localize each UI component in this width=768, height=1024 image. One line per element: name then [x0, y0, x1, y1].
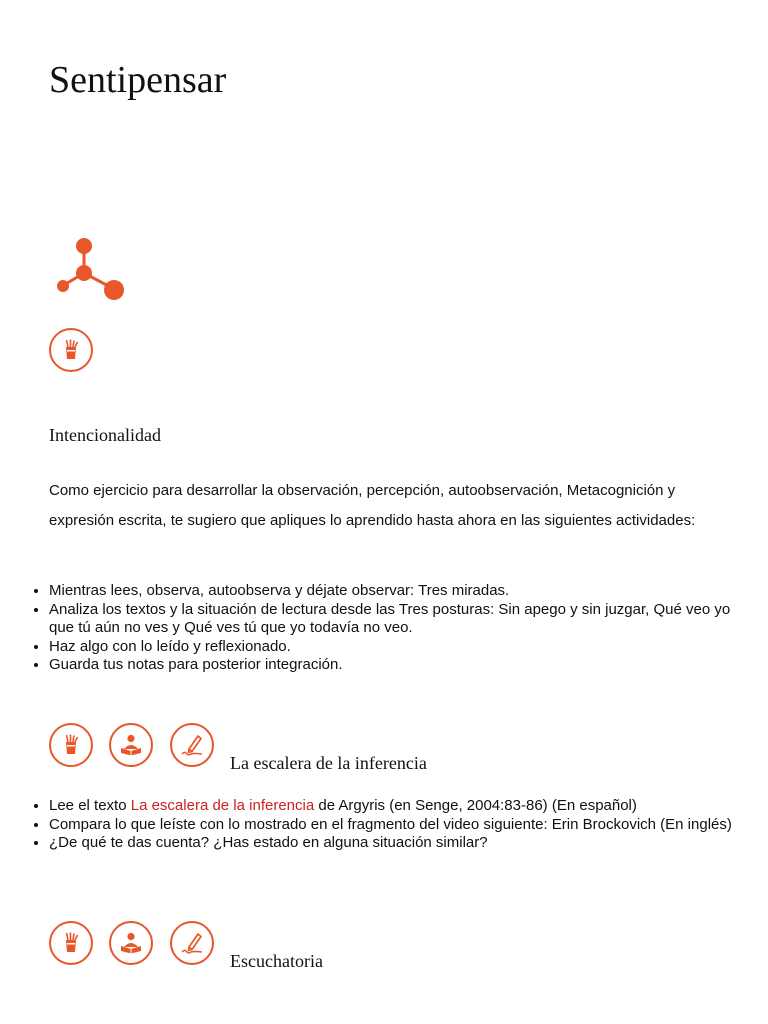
- section-heading-intencionalidad: Intencionalidad: [49, 425, 161, 445]
- pencil-cup-icon: [49, 328, 93, 372]
- section-heading-escalera: La escalera de la inferencia: [230, 753, 427, 773]
- list-item: • Compara lo que leíste con lo mostrado en el fragmento del video siguiente: Erin Brockovich (En inglés): [49, 816, 749, 835]
- pen-writing-icon: [170, 921, 214, 965]
- list-item-text: Lee el texto: [49, 797, 131, 814]
- list-item: • Analiza los textos y la situación de lectura desde las Tres posturas: Sin apego y sin juzgar, Qué veo yo que tú aún no ves y Qué ves tú que yo todavía no veo.: [49, 601, 749, 638]
- pencil-cup-icon: [49, 723, 93, 767]
- activities-list: [20, 582, 749, 675]
- molecule-logo-icon: [52, 232, 128, 306]
- person-reading-icon: [109, 723, 153, 767]
- pen-writing-icon: [170, 723, 214, 767]
- pencil-cup-icon: [49, 921, 93, 965]
- page-title: Sentipensar: [49, 59, 227, 101]
- intro-paragraph: Como ejercicio para desarrollar la observación, percepción, autoobservación, Metacognición y expresión escrita, te sugiero que apliques lo aprendido hasta ahora en las siguientes actividades:: [49, 482, 696, 529]
- list-item: [49, 797, 749, 816]
- escalera-list: [20, 797, 749, 853]
- section-heading-escuchatoria: Escuchatoria: [230, 951, 323, 971]
- escalera-inferencia-link[interactable]: La escalera de la inferencia: [130, 797, 315, 814]
- person-reading-icon: [109, 921, 153, 965]
- list-item: • Guarda tus notas para posterior integración.: [49, 656, 749, 675]
- list-item: • ¿De qué te das cuenta? ¿Has estado en alguna situación similar?: [49, 834, 749, 853]
- list-item-text: de Argyris (en Senge, 2004:83-86) (En español): [314, 797, 637, 814]
- list-item: • Mientras lees, observa, autoobserva y déjate observar: Tres miradas.: [49, 582, 749, 601]
- list-item: • Haz algo con lo leído y reflexionado.: [49, 638, 749, 657]
